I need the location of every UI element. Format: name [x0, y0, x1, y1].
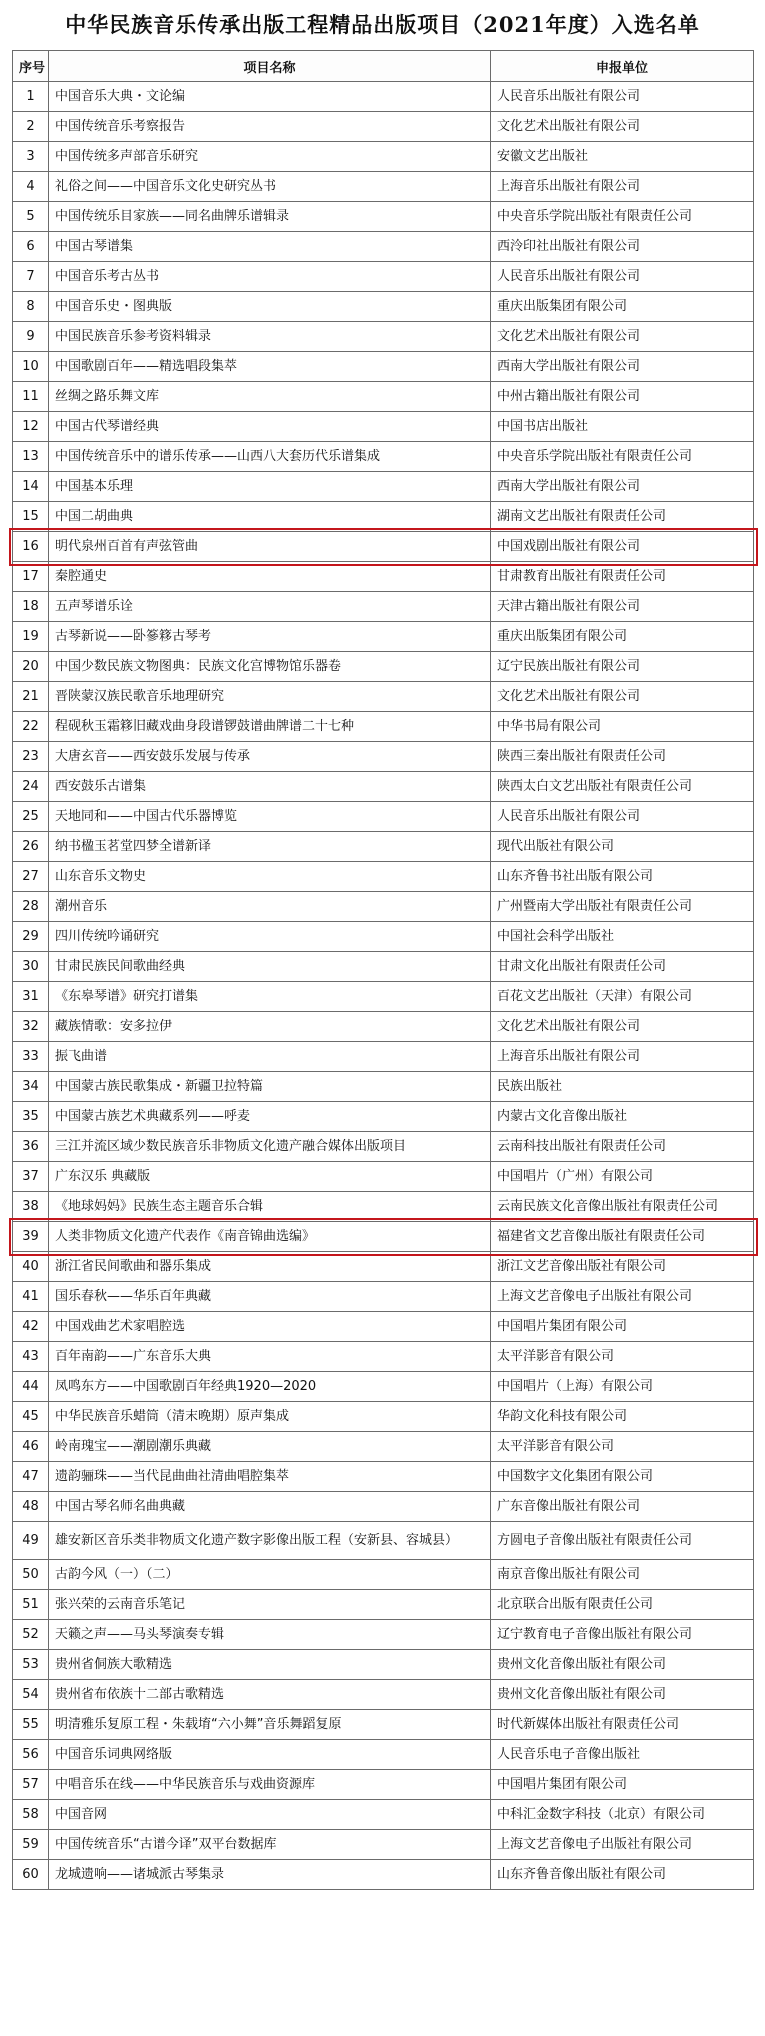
table-row: [13, 1620, 754, 1650]
table-row: [13, 832, 754, 862]
row-seq: 44: [13, 1372, 49, 1402]
row-seq: 57: [13, 1770, 49, 1800]
row-unit: 湖南文艺出版社有限责任公司: [491, 502, 754, 532]
table-row: [13, 1402, 754, 1432]
row-unit: 现代出版社有限公司: [491, 832, 754, 862]
row-seq: 9: [13, 322, 49, 352]
row-project-name: 中国传统音乐中的谱乐传承——山西八大套历代乐谱集成: [49, 442, 491, 472]
row-seq: 24: [13, 772, 49, 802]
table-row: [13, 202, 754, 232]
table-row: [13, 1680, 754, 1710]
table-row: [13, 1072, 754, 1102]
row-project-name: 浙江省民间歌曲和器乐集成: [49, 1252, 491, 1282]
row-project-name: 明代泉州百首有声弦管曲: [49, 532, 491, 562]
row-seq: 17: [13, 562, 49, 592]
table-row: [13, 142, 754, 172]
row-seq: 48: [13, 1492, 49, 1522]
row-unit: 北京联合出版有限责任公司: [491, 1590, 754, 1620]
row-seq: 29: [13, 922, 49, 952]
table-row: [13, 1252, 754, 1282]
row-unit: 中国唱片（广州）有限公司: [491, 1162, 754, 1192]
row-unit: 重庆出版集团有限公司: [491, 622, 754, 652]
table-row: [13, 442, 754, 472]
row-seq: 42: [13, 1312, 49, 1342]
row-seq: 8: [13, 292, 49, 322]
row-project-name: 凤鸣东方——中国歌剧百年经典1920—2020: [49, 1372, 491, 1402]
row-unit: 人民音乐出版社有限公司: [491, 262, 754, 292]
table-row: [13, 652, 754, 682]
table-row: [13, 82, 754, 112]
table-row: [13, 1282, 754, 1312]
row-unit: 云南民族文化音像出版社有限责任公司: [491, 1192, 754, 1222]
row-seq: 28: [13, 892, 49, 922]
table-row: [13, 1800, 754, 1830]
row-project-name: 秦腔通史: [49, 562, 491, 592]
row-seq: 10: [13, 352, 49, 382]
row-seq: 14: [13, 472, 49, 502]
table-row: [13, 1192, 754, 1222]
row-seq: 25: [13, 802, 49, 832]
row-unit: 文化艺术出版社有限公司: [491, 1012, 754, 1042]
row-unit: 安徽文艺出版社: [491, 142, 754, 172]
row-seq: 59: [13, 1830, 49, 1860]
row-seq: 47: [13, 1462, 49, 1492]
table-header-row: [13, 51, 754, 82]
row-unit: 广州暨南大学出版社有限责任公司: [491, 892, 754, 922]
row-project-name: 礼俗之间——中国音乐文化史研究丛书: [49, 172, 491, 202]
row-unit: 上海文艺音像电子出版社有限公司: [491, 1282, 754, 1312]
row-unit: 陕西太白文艺出版社有限责任公司: [491, 772, 754, 802]
table-row: [13, 562, 754, 592]
table-row: [13, 1770, 754, 1800]
table-row: [13, 1162, 754, 1192]
row-seq: 36: [13, 1132, 49, 1162]
table-row: [13, 262, 754, 292]
table-row: [13, 1102, 754, 1132]
table-row: [13, 532, 754, 562]
row-seq: 40: [13, 1252, 49, 1282]
row-seq: 52: [13, 1620, 49, 1650]
row-seq: 39: [13, 1222, 49, 1252]
row-project-name: 中国传统音乐“古谱今译”双平台数据库: [49, 1830, 491, 1860]
row-unit: 中国社会科学出版社: [491, 922, 754, 952]
row-project-name: 中华民族音乐蜡筒（清末晚期）原声集成: [49, 1402, 491, 1432]
row-project-name: 山东音乐文物史: [49, 862, 491, 892]
row-seq: 31: [13, 982, 49, 1012]
row-unit: 云南科技出版社有限责任公司: [491, 1132, 754, 1162]
row-seq: 7: [13, 262, 49, 292]
row-project-name: 中国传统乐目家族——同名曲牌乐谱辑录: [49, 202, 491, 232]
table-row: [13, 1710, 754, 1740]
row-seq: 35: [13, 1102, 49, 1132]
row-project-name: 龙城遗响——诸城派古琴集录: [49, 1860, 491, 1890]
row-project-name: 潮州音乐: [49, 892, 491, 922]
row-project-name: 遗韵骊珠——当代昆曲曲社清曲唱腔集萃: [49, 1462, 491, 1492]
row-unit: 华韵文化科技有限公司: [491, 1402, 754, 1432]
row-seq: 11: [13, 382, 49, 412]
row-project-name: 古韵今风（一）（二）: [49, 1560, 491, 1590]
row-unit: 广东音像出版社有限公司: [491, 1492, 754, 1522]
row-project-name: 中国音乐史・图典版: [49, 292, 491, 322]
row-project-name: 中国传统音乐考察报告: [49, 112, 491, 142]
table-row: [13, 712, 754, 742]
row-project-name: 甘肃民族民间歌曲经典: [49, 952, 491, 982]
row-project-name: 中国音网: [49, 1800, 491, 1830]
row-seq: 60: [13, 1860, 49, 1890]
table-row: [13, 622, 754, 652]
row-unit: 中州古籍出版社有限公司: [491, 382, 754, 412]
header-seq: 序号: [13, 51, 49, 82]
row-project-name: 百年南韵——广东音乐大典: [49, 1342, 491, 1372]
row-seq: 12: [13, 412, 49, 442]
row-seq: 46: [13, 1432, 49, 1462]
row-unit: 山东齐鲁书社出版有限公司: [491, 862, 754, 892]
row-unit: 文化艺术出版社有限公司: [491, 682, 754, 712]
row-unit: 西泠印社出版社有限公司: [491, 232, 754, 262]
table-row: [13, 742, 754, 772]
row-unit: 中央音乐学院出版社有限责任公司: [491, 442, 754, 472]
row-project-name: 岭南瑰宝——潮剧潮乐典藏: [49, 1432, 491, 1462]
table-row: [13, 1012, 754, 1042]
table-row: [13, 892, 754, 922]
table-row: [13, 1590, 754, 1620]
row-project-name: 三江并流区域少数民族音乐非物质文化遗产融合媒体出版项目: [49, 1132, 491, 1162]
row-seq: 27: [13, 862, 49, 892]
row-project-name: 中国传统多声部音乐研究: [49, 142, 491, 172]
header-name: 项目名称: [49, 51, 491, 82]
row-unit: 甘肃文化出版社有限责任公司: [491, 952, 754, 982]
table-row: [13, 1650, 754, 1680]
row-unit: 西南大学出版社有限公司: [491, 472, 754, 502]
row-seq: 51: [13, 1590, 49, 1620]
table-row: [13, 412, 754, 442]
row-seq: 37: [13, 1162, 49, 1192]
row-unit: 内蒙古文化音像出版社: [491, 1102, 754, 1132]
row-project-name: 中国二胡曲典: [49, 502, 491, 532]
row-project-name: 中国戏曲艺术家唱腔选: [49, 1312, 491, 1342]
row-unit: 人民音乐出版社有限公司: [491, 82, 754, 112]
table-row: [13, 472, 754, 502]
row-unit: 上海文艺音像电子出版社有限公司: [491, 1830, 754, 1860]
row-unit: 中国戏剧出版社有限公司: [491, 532, 754, 562]
row-unit: 人民音乐电子音像出版社: [491, 1740, 754, 1770]
table-row: [13, 1432, 754, 1462]
row-unit: 百花文艺出版社（天津）有限公司: [491, 982, 754, 1012]
row-seq: 26: [13, 832, 49, 862]
table-row: [13, 1522, 754, 1560]
row-project-name: 中国民族音乐参考资料辑录: [49, 322, 491, 352]
row-project-name: 中国蒙古族艺术典藏系列——呼麦: [49, 1102, 491, 1132]
row-unit: 山东齐鲁音像出版社有限公司: [491, 1860, 754, 1890]
header-unit: 申报单位: [491, 51, 754, 82]
row-project-name: 广东汉乐 典藏版: [49, 1162, 491, 1192]
row-project-name: 程砚秋玉霜簃旧藏戏曲身段谱锣鼓谱曲牌谱二十七种: [49, 712, 491, 742]
table-body: [13, 82, 754, 1890]
row-unit: 天津古籍出版社有限公司: [491, 592, 754, 622]
table-row: [13, 112, 754, 142]
row-unit: 文化艺术出版社有限公司: [491, 322, 754, 352]
row-project-name: 天籁之声——马头琴演奏专辑: [49, 1620, 491, 1650]
row-seq: 53: [13, 1650, 49, 1680]
table-row: [13, 1492, 754, 1522]
row-unit: 中国数字文化集团有限公司: [491, 1462, 754, 1492]
row-unit: 浙江文艺音像出版社有限公司: [491, 1252, 754, 1282]
row-project-name: 纳书楹玉茗堂四梦全谱新译: [49, 832, 491, 862]
row-unit: 甘肃教育出版社有限责任公司: [491, 562, 754, 592]
row-seq: 50: [13, 1560, 49, 1590]
row-unit: 方圆电子音像出版社有限责任公司: [491, 1522, 754, 1560]
row-project-name: 雄安新区音乐类非物质文化遗产数字影像出版工程（安新县、容城县）: [49, 1522, 491, 1560]
table-row: [13, 1860, 754, 1890]
row-unit: 文化艺术出版社有限公司: [491, 112, 754, 142]
row-unit: 辽宁教育电子音像出版社有限公司: [491, 1620, 754, 1650]
row-unit: 中国唱片集团有限公司: [491, 1312, 754, 1342]
table-row: [13, 592, 754, 622]
row-project-name: 中国音乐词典网络版: [49, 1740, 491, 1770]
row-project-name: 五声琴谱乐诠: [49, 592, 491, 622]
table-row: [13, 1560, 754, 1590]
row-project-name: 四川传统吟诵研究: [49, 922, 491, 952]
table-row: [13, 802, 754, 832]
row-unit: 中国唱片（上海）有限公司: [491, 1372, 754, 1402]
row-project-name: 中国蒙古族民歌集成・新疆卫拉特篇: [49, 1072, 491, 1102]
row-unit: 中央音乐学院出版社有限责任公司: [491, 202, 754, 232]
table-row: [13, 1222, 754, 1252]
row-project-name: 人类非物质文化遗产代表作《南音锦曲选编》: [49, 1222, 491, 1252]
table-row: [13, 1342, 754, 1372]
row-project-name: 丝绸之路乐舞文库: [49, 382, 491, 412]
row-unit: 贵州文化音像出版社有限公司: [491, 1680, 754, 1710]
table-row: [13, 172, 754, 202]
row-seq: 30: [13, 952, 49, 982]
row-seq: 16: [13, 532, 49, 562]
row-unit: 陕西三秦出版社有限责任公司: [491, 742, 754, 772]
row-project-name: 古琴新说——卧篸簃古琴考: [49, 622, 491, 652]
row-seq: 33: [13, 1042, 49, 1072]
row-project-name: 天地同和——中国古代乐器博览: [49, 802, 491, 832]
table-row: [13, 322, 754, 352]
row-seq: 4: [13, 172, 49, 202]
row-unit: 中科汇金数字科技（北京）有限公司: [491, 1800, 754, 1830]
table-row: [13, 682, 754, 712]
row-project-name: 中国歌剧百年——精选唱段集萃: [49, 352, 491, 382]
row-unit: 贵州文化音像出版社有限公司: [491, 1650, 754, 1680]
row-seq: 43: [13, 1342, 49, 1372]
table-row: [13, 1312, 754, 1342]
table-row: [13, 292, 754, 322]
row-unit: 太平洋影音有限公司: [491, 1432, 754, 1462]
row-seq: 5: [13, 202, 49, 232]
project-table: [12, 50, 754, 1890]
row-project-name: 振飞曲谱: [49, 1042, 491, 1072]
table-row: [13, 352, 754, 382]
row-project-name: 《东皋琴谱》研究打谱集: [49, 982, 491, 1012]
row-seq: 18: [13, 592, 49, 622]
table-row: [13, 502, 754, 532]
row-unit: 中国唱片集团有限公司: [491, 1770, 754, 1800]
row-project-name: 国乐春秋——华乐百年典藏: [49, 1282, 491, 1312]
table-row: [13, 1042, 754, 1072]
row-project-name: 中国古代琴谱经典: [49, 412, 491, 442]
row-seq: 15: [13, 502, 49, 532]
row-seq: 58: [13, 1800, 49, 1830]
row-unit: 中华书局有限公司: [491, 712, 754, 742]
table-row: [13, 232, 754, 262]
row-seq: 54: [13, 1680, 49, 1710]
row-project-name: 中国音乐考古丛书: [49, 262, 491, 292]
row-seq: 32: [13, 1012, 49, 1042]
page-title: 中华民族音乐传承出版工程精品出版项目（2021年度）入选名单: [65, 12, 700, 37]
row-project-name: 张兴荣的云南音乐笔记: [49, 1590, 491, 1620]
row-seq: 45: [13, 1402, 49, 1432]
table-row: [13, 772, 754, 802]
table-row: [13, 1740, 754, 1770]
row-seq: 19: [13, 622, 49, 652]
table-row: [13, 382, 754, 412]
row-unit: 重庆出版集团有限公司: [491, 292, 754, 322]
row-unit: 辽宁民族出版社有限公司: [491, 652, 754, 682]
row-unit: 太平洋影音有限公司: [491, 1342, 754, 1372]
table-row: [13, 1462, 754, 1492]
table-row: [13, 922, 754, 952]
row-unit: 时代新媒体出版社有限责任公司: [491, 1710, 754, 1740]
row-seq: 2: [13, 112, 49, 142]
row-project-name: 中国基本乐理: [49, 472, 491, 502]
table-row: [13, 1830, 754, 1860]
row-seq: 41: [13, 1282, 49, 1312]
row-seq: 6: [13, 232, 49, 262]
row-project-name: 中国古琴名师名曲典藏: [49, 1492, 491, 1522]
table-row: [13, 952, 754, 982]
row-seq: 13: [13, 442, 49, 472]
table-row: [13, 862, 754, 892]
table-row: [13, 1372, 754, 1402]
row-project-name: 贵州省侗族大歌精选: [49, 1650, 491, 1680]
row-project-name: 明清雅乐复原工程・朱载堉“六小舞”音乐舞蹈复原: [49, 1710, 491, 1740]
row-project-name: 贵州省布依族十二部古歌精选: [49, 1680, 491, 1710]
row-unit: 南京音像出版社有限公司: [491, 1560, 754, 1590]
row-project-name: 中国少数民族文物图典：民族文化宫博物馆乐器卷: [49, 652, 491, 682]
row-seq: 20: [13, 652, 49, 682]
row-unit: 福建省文艺音像出版社有限责任公司: [491, 1222, 754, 1252]
row-seq: 23: [13, 742, 49, 772]
row-unit: 中国书店出版社: [491, 412, 754, 442]
row-unit: 西南大学出版社有限公司: [491, 352, 754, 382]
row-project-name: 晋陕蒙汉族民歌音乐地理研究: [49, 682, 491, 712]
row-seq: 55: [13, 1710, 49, 1740]
table-row: [13, 1132, 754, 1162]
row-seq: 3: [13, 142, 49, 172]
row-seq: 22: [13, 712, 49, 742]
row-project-name: 大唐玄音——西安鼓乐发展与传承: [49, 742, 491, 772]
row-project-name: 西安鼓乐古谱集: [49, 772, 491, 802]
row-seq: 21: [13, 682, 49, 712]
row-unit: 上海音乐出版社有限公司: [491, 1042, 754, 1072]
row-project-name: 中唱音乐在线——中华民族音乐与戏曲资源库: [49, 1770, 491, 1800]
row-unit: 上海音乐出版社有限公司: [491, 172, 754, 202]
row-seq: 38: [13, 1192, 49, 1222]
row-unit: 民族出版社: [491, 1072, 754, 1102]
row-seq: 34: [13, 1072, 49, 1102]
row-project-name: 《地球妈妈》民族生态主题音乐合辑: [49, 1192, 491, 1222]
row-unit: 人民音乐出版社有限公司: [491, 802, 754, 832]
table-row: [13, 982, 754, 1012]
row-seq: 56: [13, 1740, 49, 1770]
row-project-name: 中国音乐大典・文论编: [49, 82, 491, 112]
row-project-name: 中国古琴谱集: [49, 232, 491, 262]
row-seq: 1: [13, 82, 49, 112]
row-seq: 49: [13, 1522, 49, 1560]
row-project-name: 藏族情歌：安多拉伊: [49, 1012, 491, 1042]
